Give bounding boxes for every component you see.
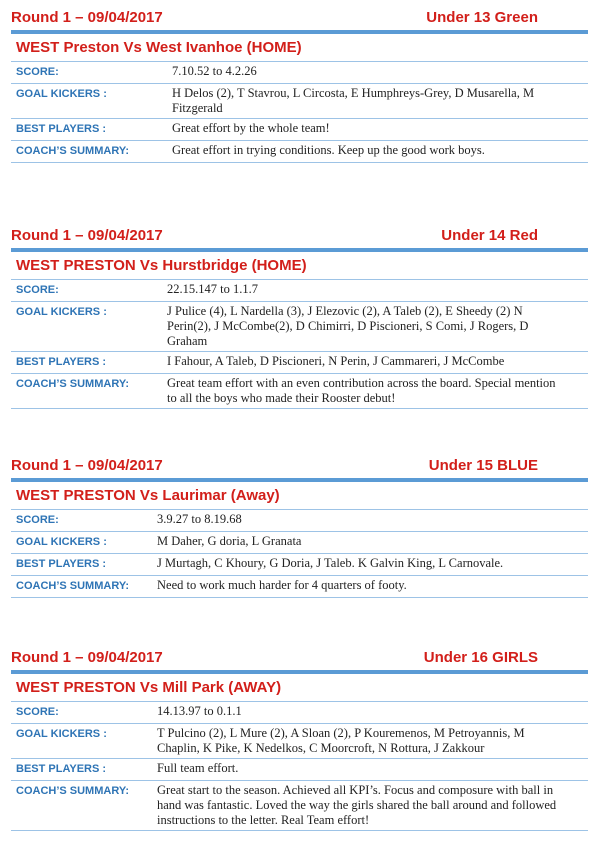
- score-row: [11, 510, 588, 532]
- goal-kickers-row: [11, 84, 588, 119]
- score-value: 22.15.147 to 1.1.7: [167, 282, 258, 296]
- game-report-u15: [11, 456, 588, 598]
- game-report-u14: [11, 226, 588, 409]
- best-players-row: [11, 352, 588, 374]
- best-players-label: BEST PLAYERS :: [16, 356, 107, 368]
- score-value: 14.13.97 to 0.1.1: [157, 704, 242, 718]
- best-players-value: Full team effort.: [157, 761, 239, 775]
- best-players-label: BEST PLAYERS :: [16, 763, 107, 775]
- score-value: 3.9.27 to 8.19.68: [157, 512, 242, 526]
- best-players-label: BEST PLAYERS :: [16, 558, 107, 570]
- score-label: SCORE:: [16, 706, 59, 718]
- score-value: 7.10.52 to 4.2.26: [172, 64, 257, 78]
- coach-summary-row: [11, 781, 588, 831]
- goal-kickers-label: GOAL KICKERS :: [16, 306, 107, 318]
- round-date: Round 1 – 09/04/2017: [11, 9, 163, 26]
- best-players-value: Great effort by the whole team!: [172, 121, 330, 135]
- best-players-row: [11, 119, 588, 141]
- best-players-label: BEST PLAYERS :: [16, 123, 107, 135]
- best-players-value: I Fahour, A Taleb, D Piscioneri, N Perin, J Cammareri, J McCombe: [167, 354, 505, 368]
- round-header: [11, 8, 588, 28]
- coach-summary-value: Great team effort with an even contribution across the board. Special mention to all the boys who made their Rooster debut!: [167, 376, 556, 405]
- team-name: Under 13 Green: [426, 9, 538, 26]
- goal-kickers-label: GOAL KICKERS :: [16, 536, 107, 548]
- game-report-u16: [11, 648, 588, 831]
- score-row: [11, 62, 588, 84]
- coach-summary-label: COACH’S SUMMARY:: [16, 785, 130, 797]
- coach-summary-label: COACH’S SUMMARY:: [16, 145, 130, 157]
- coach-summary-value: Great effort in trying conditions. Keep up the good work boys.: [172, 143, 485, 157]
- match-title: WEST PRESTON Vs Hurstbridge (HOME): [11, 252, 588, 280]
- best-players-row: [11, 759, 588, 781]
- game-report-u13: [11, 8, 588, 163]
- round-header: [11, 648, 588, 668]
- team-name: Under 14 Red: [441, 227, 538, 244]
- score-label: SCORE:: [16, 66, 59, 78]
- round-date: Round 1 – 09/04/2017: [11, 227, 163, 244]
- coach-summary-label: COACH’S SUMMARY:: [16, 580, 130, 592]
- goal-kickers-value: T Pulcino (2), L Mure (2), A Sloan (2), P Kouremenos, M Petroyannis, M Chaplin, K Pike, K Nedelkos, C Moorcroft, N Rottura, J Zakkour: [157, 726, 525, 755]
- score-label: SCORE:: [16, 284, 59, 296]
- goal-kickers-row: [11, 532, 588, 554]
- goal-kickers-label: GOAL KICKERS :: [16, 728, 107, 740]
- round-header: [11, 226, 588, 246]
- match-title: WEST PRESTON Vs Mill Park (AWAY): [11, 674, 588, 702]
- match-title: WEST PRESTON Vs Laurimar (Away): [11, 482, 588, 510]
- goal-kickers-label: GOAL KICKERS :: [16, 88, 107, 100]
- round-header: [11, 456, 588, 476]
- team-name: Under 15 BLUE: [428, 457, 538, 474]
- match-title: WEST Preston Vs West Ivanhoe (HOME): [11, 34, 588, 62]
- best-players-value: J Murtagh, C Khoury, G Doria, J Taleb. K Galvin King, L Carnovale.: [157, 556, 504, 570]
- goal-kickers-row: [11, 724, 588, 759]
- coach-summary-value: Great start to the season. Achieved all KPI’s. Focus and composure with ball in hand was fantastic. Loved the way the girls shared the ball around and followed instructions to the letter. Real Team effort!: [157, 783, 557, 827]
- coach-summary-row: [11, 576, 588, 598]
- goal-kickers-value: J Pulice (4), L Nardella (3), J Elezovic (2), A Taleb (2), E Sheedy (2) N Perin(2), J McCombe(2), D Chimirri, D Piscioneri, S Comi, J Rogers, D Graham: [167, 304, 529, 348]
- score-row: [11, 280, 588, 302]
- score-label: SCORE:: [16, 514, 59, 526]
- round-date: Round 1 – 09/04/2017: [11, 457, 163, 474]
- score-row: [11, 702, 588, 724]
- goal-kickers-value: H Delos (2), T Stavrou, L Circosta, E Humphreys-Grey, D Musarella, M Fitzgerald: [172, 86, 535, 115]
- coach-summary-value: Need to work much harder for 4 quarters of footy.: [157, 578, 407, 592]
- goal-kickers-row: [11, 302, 588, 352]
- coach-summary-row: [11, 374, 588, 409]
- goal-kickers-value: M Daher, G doria, L Granata: [157, 534, 302, 548]
- best-players-row: [11, 554, 588, 576]
- team-name: Under 16 GIRLS: [423, 649, 538, 666]
- coach-summary-label: COACH’S SUMMARY:: [16, 378, 130, 390]
- round-date: Round 1 – 09/04/2017: [11, 649, 163, 666]
- coach-summary-row: [11, 141, 588, 163]
